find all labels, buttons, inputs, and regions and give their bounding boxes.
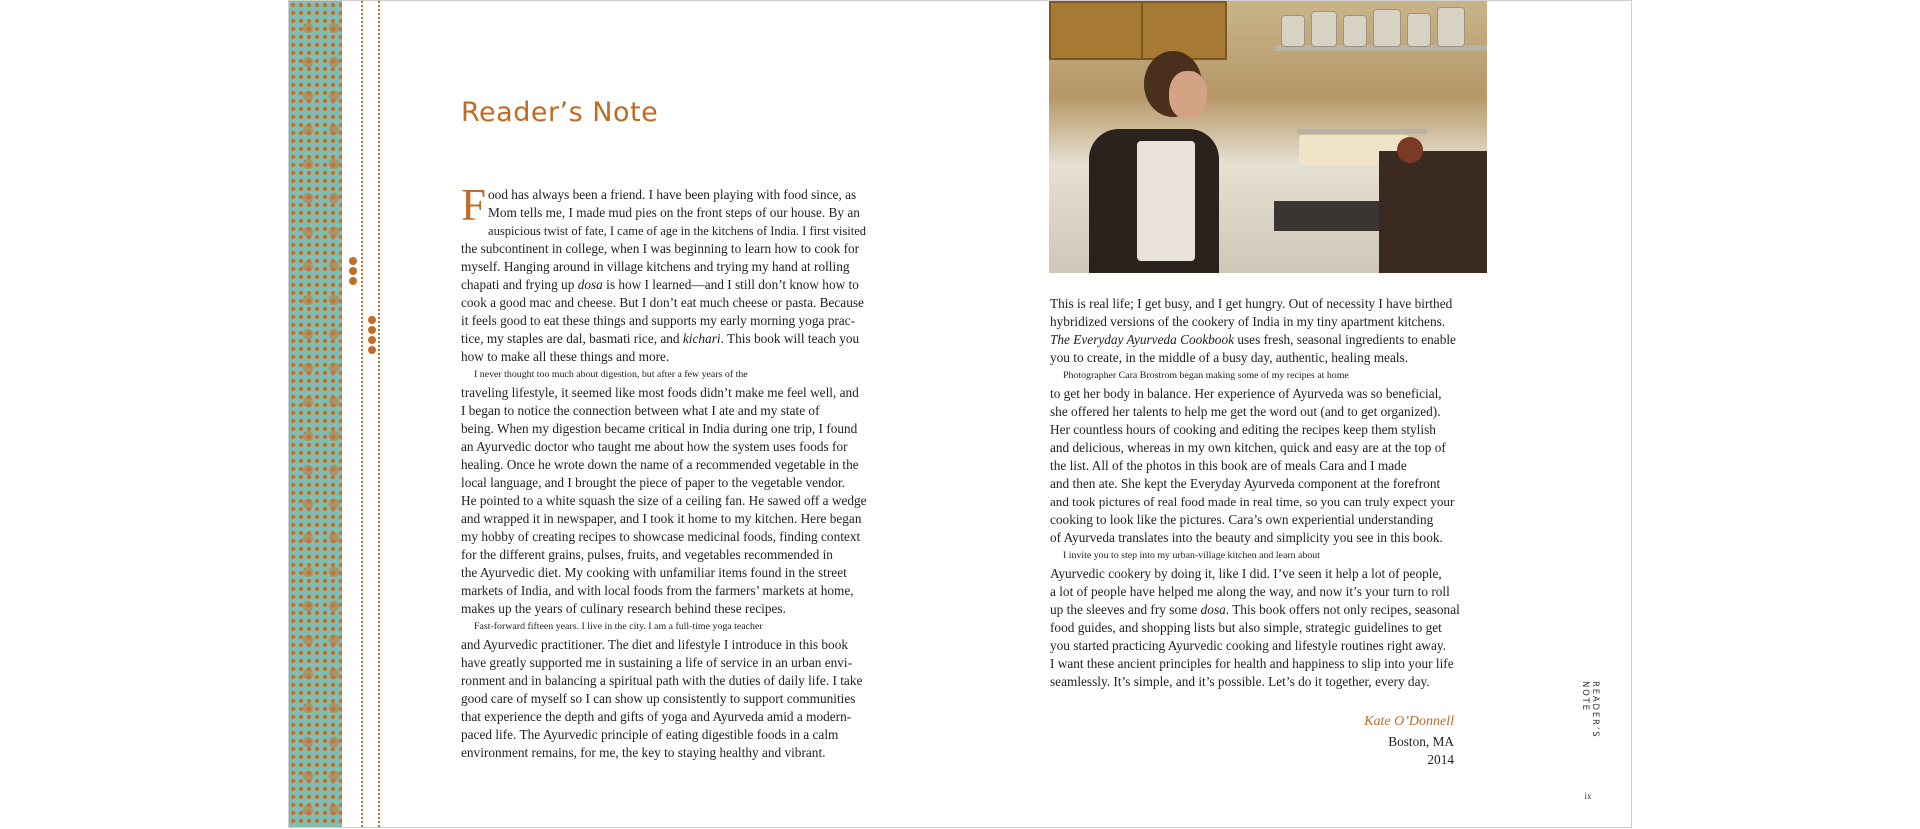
text-line: ronment and in balancing a spiritual path with the duties of daily life. I take xyxy=(461,673,863,688)
photo-apron xyxy=(1137,141,1195,261)
text-line: a lot of people have helped me along the way, and now it’s your turn to roll xyxy=(1050,584,1450,599)
text-line: This is real life; I get busy, and I get hungry. Out of necessity I have birthed xyxy=(1050,296,1453,311)
text-line: the Ayurvedic diet. My cooking with unfamiliar items found in the street xyxy=(461,565,847,580)
photo-shelf-lower xyxy=(1297,129,1427,134)
photo-pot xyxy=(1397,137,1423,163)
page-title: Reader’s Note xyxy=(461,97,659,128)
text-line: I want these ancient principles for health and happiness to slip into your life xyxy=(1050,656,1454,671)
dot-ornament xyxy=(368,316,376,324)
text-line: to get her body in balance. Her experience of Ayurveda was so beneficial, xyxy=(1050,386,1442,401)
photo-jar xyxy=(1311,11,1337,47)
page-number: ix xyxy=(1584,791,1592,801)
text-line: local language, and I brought the piece of paper to the vegetable vendor. xyxy=(461,475,845,490)
dot-ornament xyxy=(349,257,357,265)
text-line: how to make all these things and more. xyxy=(461,349,670,364)
text-line: environment remains, for me, the key to staying healthy and vibrant. xyxy=(461,745,826,760)
dot-ornament xyxy=(349,277,357,285)
text-line: auspicious twist of fate, I came of age in the kitchens of India. I first visited xyxy=(488,224,867,238)
text-line: and Ayurvedic practitioner. The diet and lifestyle I introduce in this book xyxy=(461,637,848,652)
text-line: ood has always been a friend. I have been playing with food since, as xyxy=(488,187,857,202)
text-line: the subcontinent in college, when I was beginning to learn how to cook for xyxy=(461,241,860,256)
photo-cabinet-left xyxy=(1049,1,1143,60)
band-edge xyxy=(342,1,346,827)
photo-dark-corner xyxy=(1379,151,1487,273)
text-line: up the sleeves and fry some dosa. This book offers not only recipes, seasonal xyxy=(1050,602,1460,617)
text-line: an Ayurvedic doctor who taught me about how the system uses foods for xyxy=(461,439,848,454)
text-line: markets of India, and with local foods from the farmers’ markets at home, xyxy=(461,583,854,598)
text-line: for the different grains, pulses, fruits, and vegetables recommended in xyxy=(461,547,833,562)
text-line: you to create, in the middle of a busy day, authentic, healing meals. xyxy=(1050,350,1409,365)
right-text-column xyxy=(1050,295,1459,691)
drop-cap: F xyxy=(461,180,487,230)
text-line: traveling lifestyle, it seemed like most foods didn’t make me feel well, and xyxy=(461,385,859,400)
text-line: being. When my digestion became critical in India during one trip, I found xyxy=(461,421,858,436)
photo-jar xyxy=(1437,7,1465,47)
text-line: and then ate. She kept the Everyday Ayurveda component at the forefront xyxy=(1050,476,1441,491)
text-line: Mom tells me, I made mud pies on the front steps of our house. By an xyxy=(488,205,860,220)
text-line: Her countless hours of cooking and editing the recipes keep them stylish xyxy=(1050,422,1436,437)
text-line: I began to notice the connection between what I ate and my state of xyxy=(461,403,820,418)
dot-ornament xyxy=(368,326,376,334)
author-signature: Kate O’Donnell xyxy=(1364,714,1454,729)
text-line: that experience the depth and gifts of yoga and Ayurveda amid a modern- xyxy=(461,709,852,724)
text-line: of Ayurveda translates into the beauty and simplicity you see in this book. xyxy=(1050,530,1443,545)
dotted-rule-left xyxy=(361,1,363,827)
dot-ornament xyxy=(368,336,376,344)
text-line: cooking to look like the pictures. Cara’s own experiential understanding xyxy=(1050,512,1434,527)
text-line: seamlessly. It’s simple, and it’s possible. Let’s do it together, every day. xyxy=(1050,674,1430,689)
text-line: cook a good mac and cheese. But I don’t eat much cheese or pasta. Because xyxy=(461,295,864,310)
text-line: chapati and frying up dosa is how I learned—and I still don’t know how to xyxy=(461,277,859,292)
text-line: myself. Hanging around in village kitchens and trying my hand at rolling xyxy=(461,259,850,274)
author-year: 2014 xyxy=(1427,752,1454,767)
text-line: you started practicing Ayurvedic cooking and lifestyle routines right away. xyxy=(1050,638,1446,653)
text-line: good care of myself so I can show up consistently to support communities xyxy=(461,691,856,706)
text-line: have greatly supported me in sustaining a life of service in an urban envi- xyxy=(461,655,853,670)
text-line: tice, my staples are dal, basmati rice, and kichari. This book will teach you xyxy=(461,331,860,346)
kitchen-photo xyxy=(1049,1,1487,273)
text-line: the list. All of the photos in this book are of meals Cara and I made xyxy=(1050,458,1407,473)
text-line: Photographer Cara Brostrom began making some of my recipes at home xyxy=(1063,370,1349,381)
dot-ornament xyxy=(349,267,357,275)
text-line: I invite you to step into my urban-village kitchen and learn about xyxy=(1063,550,1320,561)
text-line: makes up the years of culinary research behind these recipes. xyxy=(461,601,786,616)
photo-jar xyxy=(1343,15,1367,47)
decorative-pattern-band xyxy=(289,1,342,827)
text-line: it feels good to eat these things and supports my early morning yoga prac- xyxy=(461,313,856,328)
text-line: healing. Once he wrote down the name of a recommended vegetable in the xyxy=(461,457,859,472)
text-line: and delicious, whereas in my own kitchen, quick and easy are at the top of xyxy=(1050,440,1446,455)
photo-jar xyxy=(1373,9,1401,47)
text-line: and wrapped it in newspaper, and I took it home to my kitchen. Here began xyxy=(461,511,862,526)
dotted-rule-right xyxy=(378,1,380,827)
text-line: Ayurvedic cookery by doing it, like I did. I’ve seen it help a lot of people, xyxy=(1050,566,1442,581)
text-line: she offered her talents to help me get the word out (and to get organized). xyxy=(1050,404,1441,419)
running-head: READER’S NOTE xyxy=(1580,681,1600,739)
text-line: and took pictures of real food made in real time, so you can truly expect your xyxy=(1050,494,1455,509)
photo-person-face xyxy=(1169,71,1207,119)
photo-jar xyxy=(1281,15,1305,47)
text-line: Fast-forward fifteen years. I live in the city. I am a full-time yoga teacher xyxy=(474,621,763,632)
text-line: I never thought too much about digestion, but after a few years of the xyxy=(474,369,748,380)
book-spread xyxy=(288,0,1632,828)
text-line: He pointed to a white squash the size of a ceiling fan. He sawed off a wedge xyxy=(461,493,867,508)
dot-ornament xyxy=(368,346,376,354)
left-text-column xyxy=(461,180,870,762)
text-line: The Everyday Ayurveda Cookbook uses fresh, seasonal ingredients to enable xyxy=(1050,332,1456,347)
photo-jar xyxy=(1407,13,1431,47)
text-line: my hobby of creating recipes to showcase medicinal foods, finding context xyxy=(461,529,861,544)
text-line: paced life. The Ayurvedic principle of eating digestible foods in a calm xyxy=(461,727,839,742)
text-line: food guides, and shopping lists but also simple, strategic guidelines to get xyxy=(1050,620,1442,635)
text-line: hybridized versions of the cookery of India in my tiny apartment kitchens. xyxy=(1050,314,1446,329)
photo-cabinet-mid xyxy=(1141,1,1227,60)
author-location: Boston, MA xyxy=(1388,734,1454,749)
